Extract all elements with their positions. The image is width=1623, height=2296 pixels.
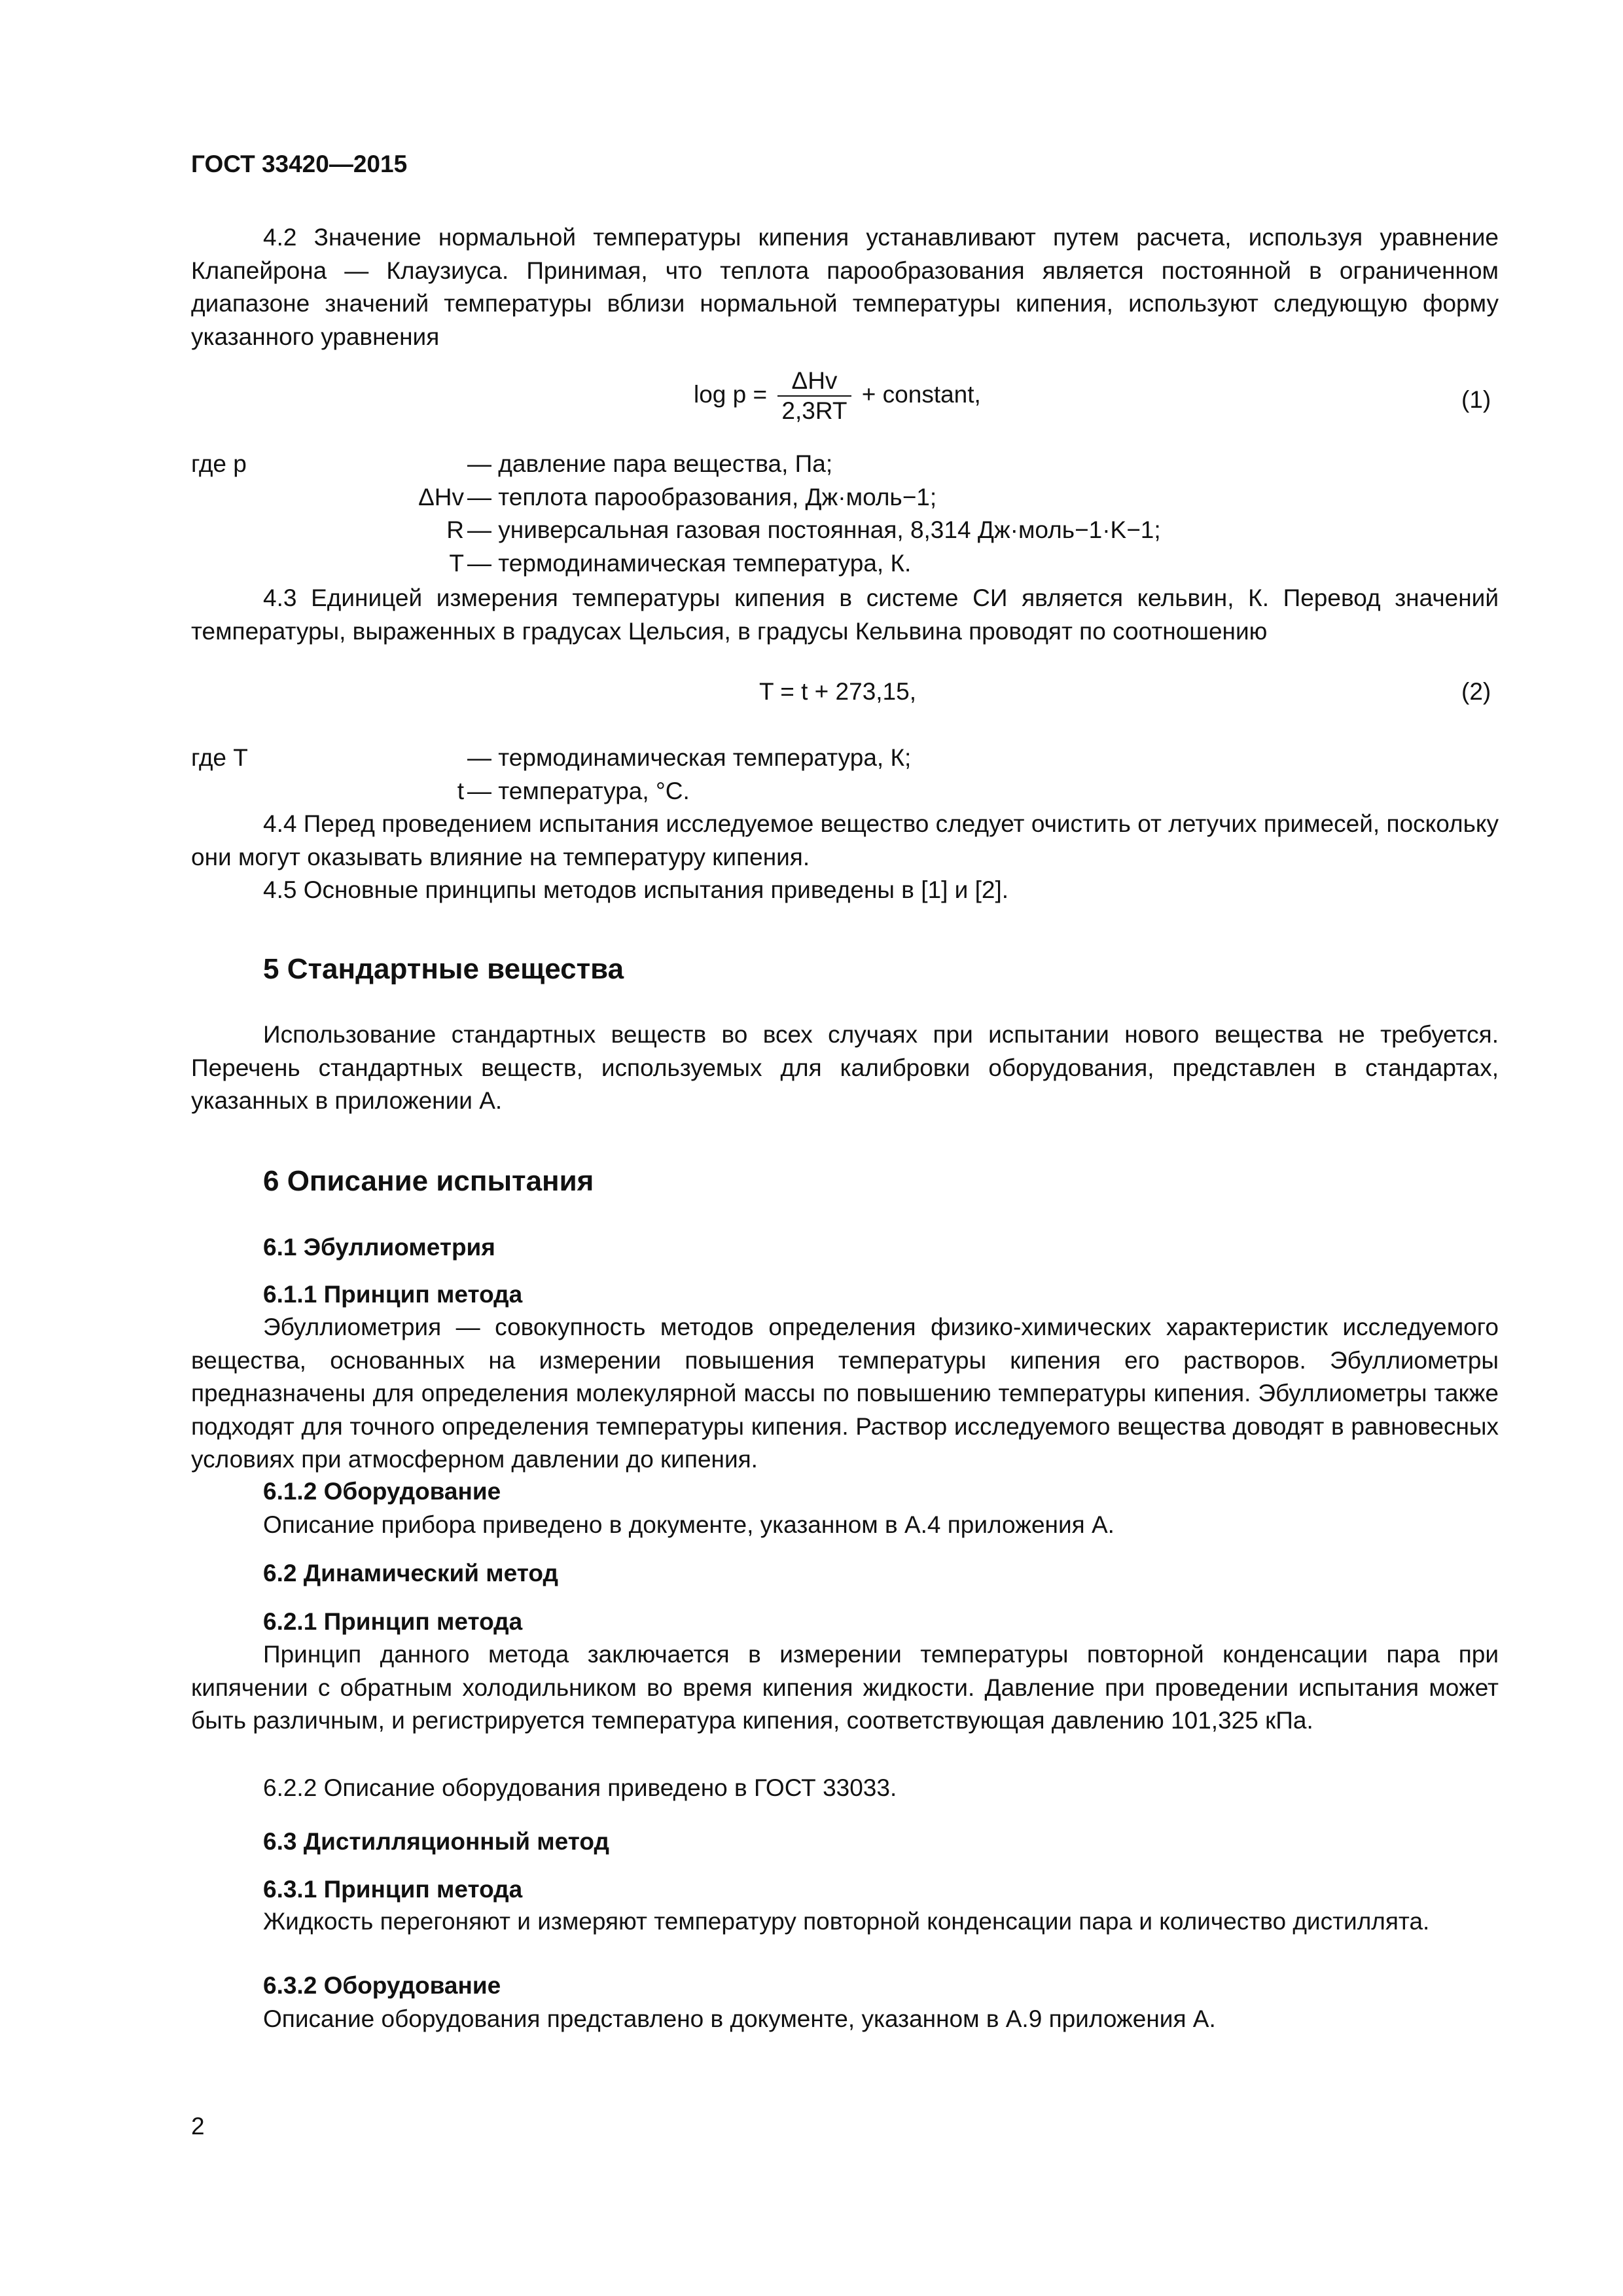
- section-5: [191, 1018, 1499, 1118]
- eq1-fraction: [777, 367, 851, 425]
- eq1-rhs: + constant,: [861, 380, 981, 408]
- section-4-4-text: 4.4 Перед проведением испытания исследуемое вещество следует очистить от летучих примесей, поскольку они могут оказывать влияние на температуру кипения.: [191, 810, 1499, 870]
- section-6-1-1: [191, 1311, 1499, 1477]
- section-4-3: [191, 582, 1499, 648]
- definition-text: — термодинамическая температура, К;: [467, 744, 912, 771]
- section-6-2-2: [191, 1772, 1499, 1805]
- section-6-1-title: 6.1 Эбуллиометрия: [263, 1234, 495, 1261]
- definition-text: — универсальная газовая постоянная, 8,314 Дж·моль−1·K−1;: [467, 516, 1161, 543]
- eq1-numerator: ΔHv: [777, 367, 851, 397]
- section-6-2-2-text: 6.2.2 Описание оборудования приведено в ГОСТ 33033.: [263, 1774, 897, 1801]
- section-4-2: [191, 221, 1499, 353]
- section-6-2-1: [191, 1638, 1499, 1738]
- section-6-3-2: [191, 2003, 1499, 2036]
- section-4-5-text: 4.5 Основные принципы методов испытания приведены в [1] и [2].: [263, 876, 1009, 903]
- definition-symbol: где p: [191, 450, 247, 477]
- definition-symbol: ΔHv: [418, 483, 464, 511]
- section-6-1-2-title: 6.1.2 Оборудование: [263, 1478, 501, 1505]
- section-6-3-1: [191, 1905, 1499, 1939]
- section-4-3-text: 4.3 Единицей измерения температуры кипения в системе СИ является кельвин, К. Перевод значений температуры, выраженных в градусах Цельсия, в градусы Кельвина проводят по соотношению: [191, 584, 1499, 645]
- section-6-3-1-title: 6.3.1 Принцип метода: [263, 1876, 523, 1903]
- section-6-3-1-text: Жидкость перегоняют и измеряют температуру повторной конденсации пара и количество дистиллята.: [263, 1908, 1430, 1935]
- document-header: ГОСТ 33420—2015: [191, 151, 408, 177]
- eq1-lhs: log p =: [694, 380, 768, 408]
- section-6-1-1-text: Эбуллиометрия — совокупность методов определения физико-химических характеристик исследуемого вещества, основанных на измерении повышения температуры кипения его растворов. Эбуллиометры предназначены для определения молекулярной массы по повышению температуры кипения. Эбуллиометры также подходят для точного определения температуры кипения. Раствор исследуемого вещества доводят в равновесных условиях при атмосферном давлении до кипения.: [191, 1314, 1499, 1473]
- section-6-2-1-text: Принцип данного метода заключается в измерении температуры повторной конденсации пара при кипячении с обратным холодильником во время кипения жидкости. Давление при проведении испытания может быть различным, и регистрируется температура кипения, соответствующая давлению 101,325 кПа.: [191, 1641, 1499, 1734]
- eq2-number: (2): [1461, 678, 1491, 705]
- page-number: 2: [191, 2113, 205, 2140]
- definition-text: — давление пара вещества, Па;: [467, 450, 833, 477]
- section-6-1-1-title: 6.1.1 Принцип метода: [263, 1281, 523, 1308]
- eq1-number: (1): [1461, 386, 1491, 413]
- section-6-2-1-title: 6.2.1 Принцип метода: [263, 1608, 523, 1635]
- definition-text: — теплота парообразования, Дж·моль−1;: [467, 483, 937, 511]
- section-6-3-title: 6.3 Дистилляционный метод: [263, 1828, 609, 1855]
- section-6-3-2-text: Описание оборудования представлено в документе, указанном в А.9 приложения А.: [263, 2005, 1216, 2032]
- section-6-1-2-text: Описание прибора приведено в документе, указанном в А.4 приложения А.: [263, 1511, 1115, 1538]
- definition-text: — температура, °С.: [467, 777, 690, 804]
- section-4-4: [191, 808, 1499, 874]
- section-4-2-text: 4.2 Значение нормальной температуры кипения устанавливают путем расчета, используя уравнение Клапейрона — Клаузиуса. Принимая, что теплота парообразования является постоянной в ограниченном диапазоне значений температуры вблизи нормальной температуры кипения, используют следующую форму указанного уравнения: [191, 224, 1499, 350]
- section-5-title: 5 Стандартные вещества: [263, 953, 624, 985]
- definition-symbol: где T: [191, 744, 248, 771]
- definition-symbol: T: [449, 549, 464, 577]
- section-6-3-2-title: 6.3.2 Оборудование: [263, 1972, 501, 1999]
- section-6-title: 6 Описание испытания: [263, 1165, 594, 1197]
- definition-symbol: t: [457, 777, 464, 804]
- eq1-denominator: 2,3RT: [781, 397, 847, 424]
- equation-2: T = t + 273,15,: [759, 678, 916, 705]
- section-4-5: [191, 874, 1499, 907]
- definition-symbol: R: [446, 516, 464, 543]
- equation-1: [694, 367, 981, 425]
- section-6-2-title: 6.2 Динамический метод: [263, 1560, 558, 1587]
- definition-text: — термодинамическая температура, К.: [467, 549, 912, 577]
- section-5-text: Использование стандартных веществ во всех случаях при испытании нового вещества не требуется. Перечень стандартных веществ, используемых для калибровки оборудования, представлен в стандартах, указанных в приложении А.: [191, 1021, 1499, 1114]
- section-6-1-2: [191, 1509, 1499, 1542]
